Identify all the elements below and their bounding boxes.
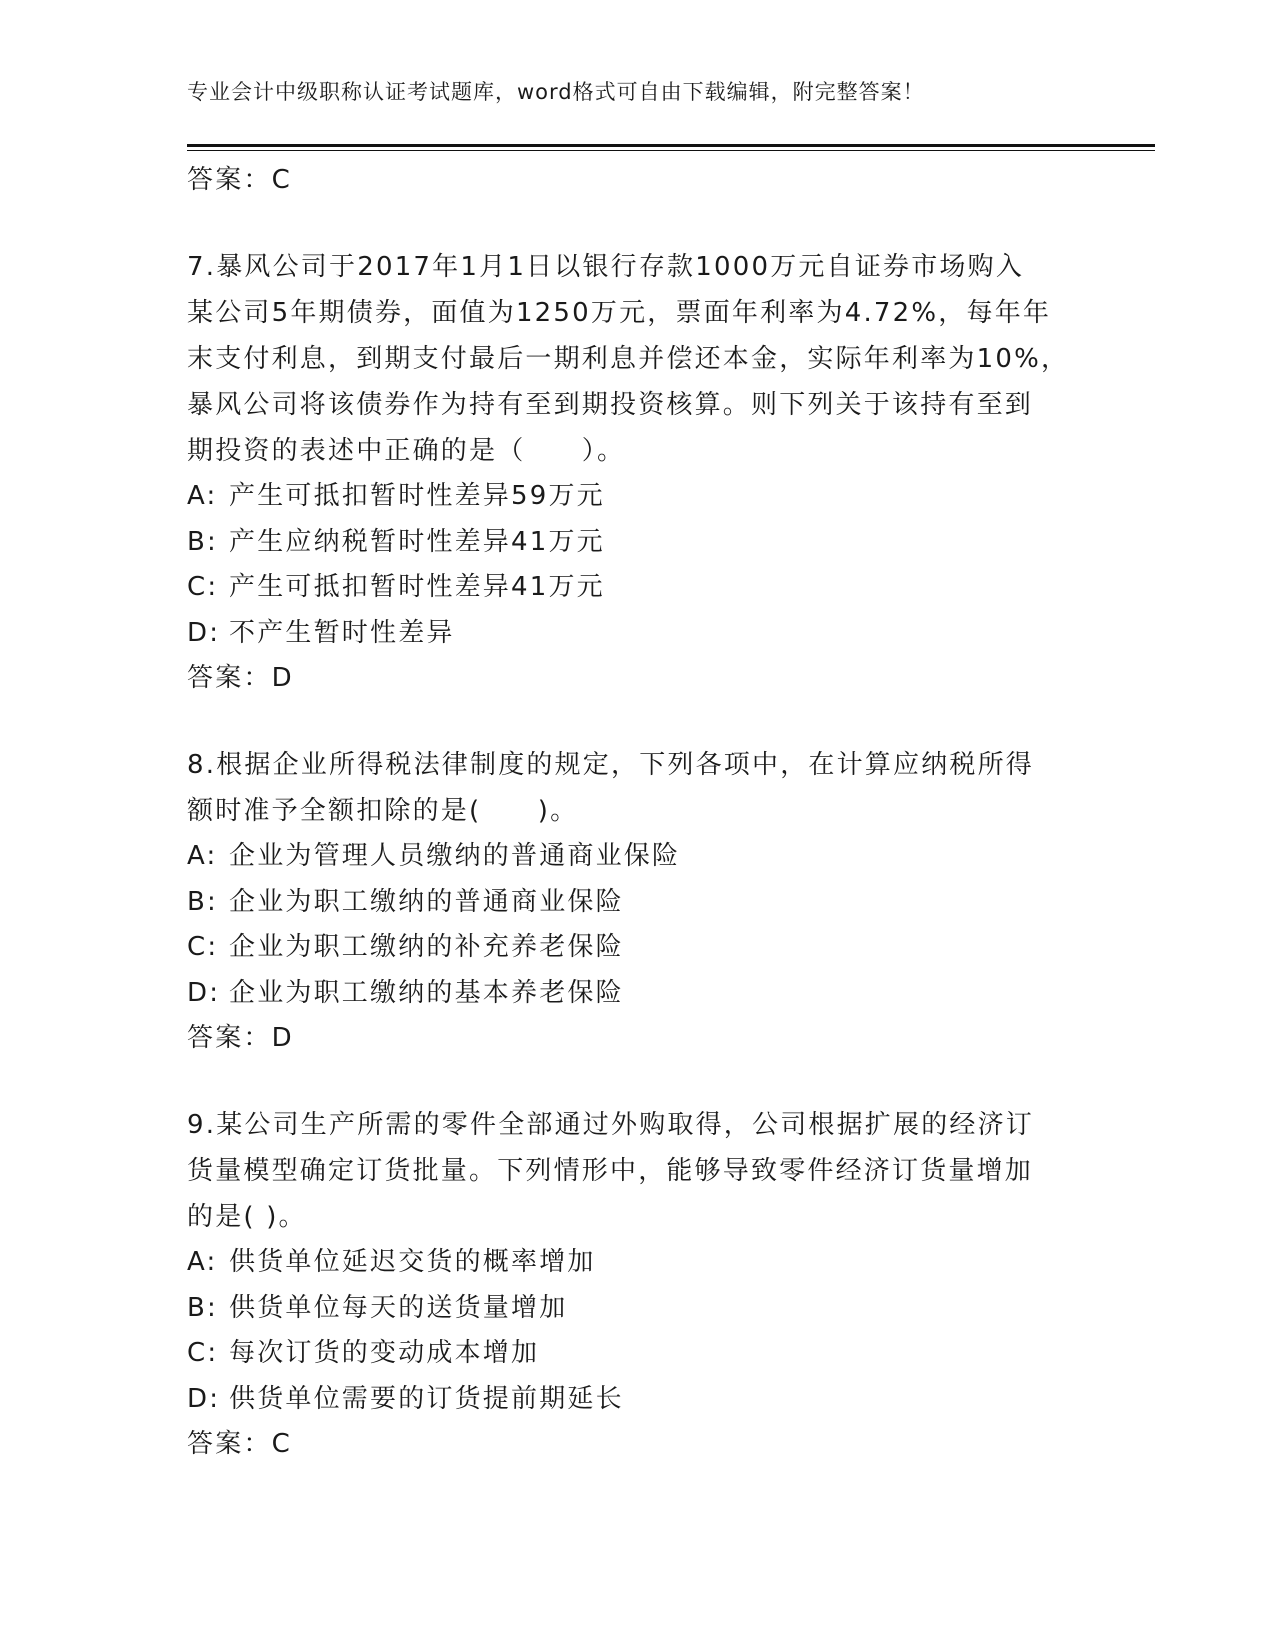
question-7 — [187, 244, 1087, 700]
option-text: 企业为职工缴纳的普通商业保险 — [229, 886, 624, 917]
option-b — [187, 880, 1087, 926]
answer-line: 答案：C — [187, 1429, 292, 1459]
question-stem-line: 期投资的表述中正确的是（ ）。 — [187, 436, 626, 466]
option-letter: A: — [187, 841, 218, 871]
option-letter: B: — [187, 1292, 218, 1323]
answer-line: 答案：D — [187, 1023, 294, 1053]
option-text: 供货单位延迟交货的概率增加 — [229, 1247, 596, 1277]
option-letter: C: — [187, 1338, 219, 1368]
option-d — [187, 971, 1087, 1017]
option-letter: C: — [187, 932, 219, 962]
option-letter: A: — [187, 1247, 218, 1277]
header-divider-thin — [187, 150, 1155, 151]
option-a — [187, 474, 1087, 520]
document-body — [187, 158, 1087, 1466]
header-divider-thick — [187, 144, 1155, 147]
option-letter: C: — [187, 572, 219, 602]
option-text: 每次订货的变动成本增加 — [229, 1338, 540, 1368]
option-letter: D: — [187, 977, 221, 1008]
question-stem-line: 7.暴风公司于2017年1月1日以银行存款1000万元自证券市场购入 — [187, 252, 1025, 282]
question-stem-line: 8.根据企业所得税法律制度的规定，下列各项中，在计算应纳税所得 — [187, 750, 1035, 780]
option-text: 供货单位需要的订货提前期延长 — [229, 1383, 624, 1414]
page-header: 专业会计中级职称认证考试题库，word格式可自由下载编辑，附完整答案！ — [187, 80, 925, 104]
option-c — [187, 565, 1087, 611]
option-text: 不产生暂时性差异 — [229, 617, 455, 648]
option-d — [187, 611, 1087, 657]
question-stem-line: 某公司5年期债券，面值为1250万元，票面年利率为4.72%，每年年 — [187, 298, 1052, 328]
option-b — [187, 1286, 1087, 1332]
question-9 — [187, 1102, 1087, 1466]
option-text: 供货单位每天的送货量增加 — [229, 1292, 568, 1323]
option-b — [187, 520, 1087, 566]
answer-line: 答案：C — [187, 165, 292, 195]
option-text: 产生可抵扣暂时性差异59万元 — [229, 481, 605, 511]
question-stem-line: 9.某公司生产所需的零件全部通过外购取得，公司根据扩展的经济订 — [187, 1110, 1035, 1140]
question-8 — [187, 742, 1087, 1060]
option-d — [187, 1377, 1087, 1423]
question-stem-line: 的是( )。 — [187, 1202, 307, 1232]
question-stem-line: 额时准予全额扣除的是( )。 — [187, 796, 579, 826]
question-stem-line: 货量模型确定订货批量。下列情形中，能够导致零件经济订货量增加 — [187, 1156, 1034, 1186]
option-text: 产生可抵扣暂时性差异41万元 — [229, 572, 605, 602]
option-letter: B: — [187, 526, 218, 557]
option-text: 产生应纳税暂时性差异41万元 — [229, 526, 605, 557]
option-c — [187, 925, 1087, 971]
option-text: 企业为职工缴纳的基本养老保险 — [229, 977, 624, 1008]
option-letter: D: — [187, 1383, 221, 1414]
option-letter: A: — [187, 481, 218, 511]
question-stem-line: 暴风公司将该债券作为持有至到期投资核算。则下列关于该持有至到 — [187, 390, 1034, 420]
answer-line: 答案：D — [187, 663, 294, 693]
option-text: 企业为职工缴纳的补充养老保险 — [229, 932, 624, 962]
option-letter: B: — [187, 886, 218, 917]
option-a — [187, 1240, 1087, 1286]
option-letter: D: — [187, 617, 221, 648]
option-a — [187, 834, 1087, 880]
question-stem-line: 末支付利息，到期支付最后一期利息并偿还本金，实际年利率为10%， — [187, 344, 1070, 374]
option-text: 企业为管理人员缴纳的普通商业保险 — [229, 841, 681, 871]
option-c — [187, 1331, 1087, 1377]
